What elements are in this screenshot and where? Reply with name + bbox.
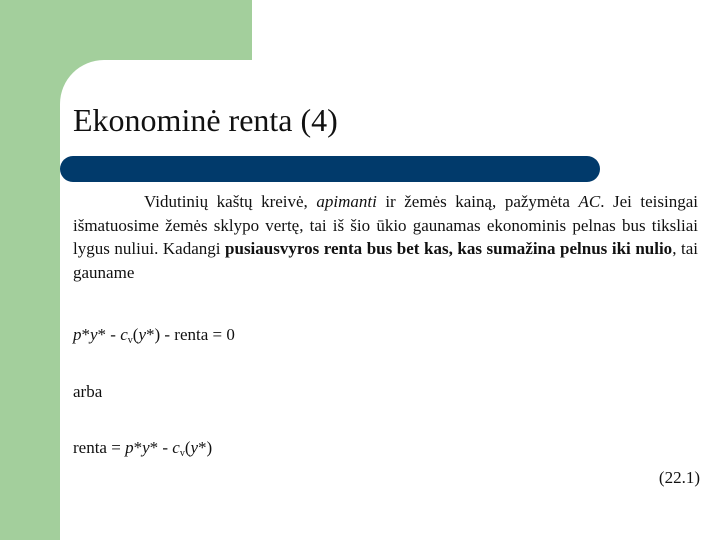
eq2-rest: *) — [198, 438, 213, 457]
equation-number: (22.1) — [658, 468, 700, 487]
eq2-star: * — [133, 438, 143, 457]
eq2-subscript-v: v — [179, 448, 185, 459]
eq2-y-arg: y — [190, 438, 199, 457]
para-text-3: . Jei teisingai išmatuosime žemės sklypo vertę, tai iš šio ūkio gaunamas ekonominis pelnas bus tiksliai lygus nuliui. Kadangi — [73, 192, 699, 258]
para-bold-statement: pusiausvyros renta bus bet kas, kas sumažina pelnus iki nulio — [225, 239, 673, 258]
equation-rent — [73, 437, 698, 459]
eq1-rest: *) - renta = 0 — [145, 325, 235, 344]
eq2-minus: * - — [149, 438, 173, 457]
eq2-open-paren: ( — [184, 438, 191, 457]
eq1-y: y — [90, 325, 98, 344]
connector-arba: arba — [73, 382, 103, 401]
slide-title: Ekonominė renta (4) — [73, 102, 338, 138]
eq2-p: p — [125, 438, 134, 457]
para-text-1: Vidutinių kaštų kreivė, — [144, 192, 317, 211]
para-italic-ac: AC — [578, 192, 601, 211]
para-italic-apimanti: apimanti — [316, 192, 377, 211]
eq1-c: c — [120, 325, 128, 344]
para-text-4: , tai gauname — [73, 239, 698, 282]
title-underline-bar — [60, 156, 600, 182]
eq2-y: y — [142, 438, 150, 457]
para-text-2: ir žemės kainą, pažymėta — [376, 192, 579, 211]
eq1-minus: * - — [97, 325, 121, 344]
eq2-c: c — [172, 438, 180, 457]
eq2-lhs: renta = — [73, 438, 126, 457]
eq1-p: p — [73, 325, 82, 344]
eq1-open-paren: ( — [132, 325, 139, 344]
equation-zero-profit — [73, 324, 698, 346]
eq1-subscript-v: v — [127, 335, 133, 346]
eq1-y-arg: y — [138, 325, 146, 344]
eq1-star: * — [81, 325, 90, 344]
body-paragraph — [73, 190, 698, 284]
